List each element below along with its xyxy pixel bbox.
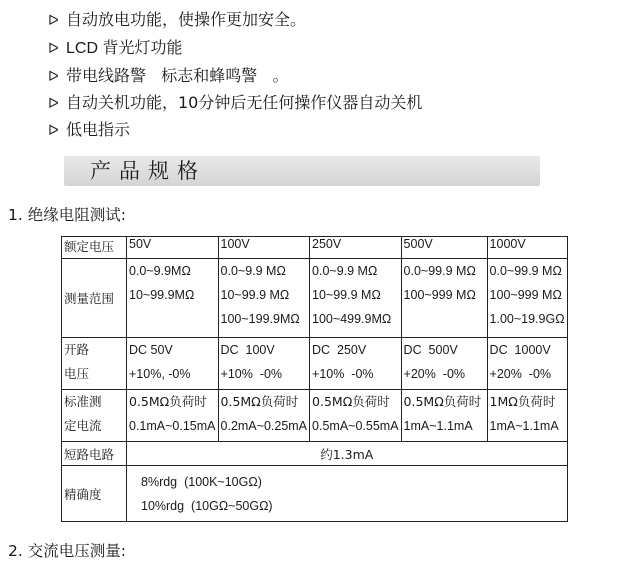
table-cell [127, 338, 219, 390]
cell-line: 100~999 MΩ [489, 288, 562, 302]
table-cell [487, 259, 567, 338]
cell-line: +10%, -0% [129, 367, 191, 381]
feature-item [48, 37, 182, 59]
table-row [62, 237, 568, 259]
triangle-bullet-icon: ᐅ [48, 123, 59, 139]
table-cell [487, 390, 567, 442]
cell-line: 10%rdg (10GΩ~50GΩ) [141, 499, 273, 513]
cell-line: DC 500V [403, 343, 458, 357]
cell-line: DC 100V [220, 343, 275, 357]
row-label [62, 390, 127, 442]
cell-line: +10% -0% [220, 367, 283, 381]
table-row [62, 442, 568, 466]
table-row [62, 338, 568, 390]
cell-line: 100~999 MΩ [403, 288, 476, 302]
table-cell [401, 259, 487, 338]
cell-line: 0.0~9.9 MΩ [220, 264, 286, 278]
table-cell: 50V [127, 237, 219, 259]
table-cell [127, 390, 219, 442]
row-label: 短路电路 [62, 442, 127, 466]
table-cell [218, 390, 310, 442]
row-label: 测量范围 [62, 259, 127, 338]
triangle-bullet-icon: ᐅ [48, 96, 59, 112]
table-cell [310, 259, 402, 338]
table-cell: 约1.3mA [127, 442, 568, 466]
table-cell [127, 466, 568, 522]
cell-line: +20% -0% [489, 367, 552, 381]
table-cell: 250V [310, 237, 402, 259]
table-row [62, 390, 568, 442]
row-label-line: 定电流 [64, 418, 102, 433]
cell-line: 0.1mA~0.15mA [129, 419, 216, 433]
cell-line: 100~199.9MΩ [220, 312, 300, 326]
cell-line: DC 250V [312, 343, 367, 357]
table-cell [218, 338, 310, 390]
cell-line: +10% -0% [312, 367, 374, 381]
table-cell [401, 390, 487, 442]
triangle-bullet-icon: ᐅ [48, 13, 59, 29]
table-cell [127, 259, 219, 338]
table-cell [310, 338, 402, 390]
row-label-line: 标准测 [64, 394, 102, 409]
cell-line: 0.0~9.9 MΩ [312, 264, 378, 278]
cell-line: 0.2mA~0.25mA [220, 419, 308, 433]
cell-line: 0.0~9.9MΩ [129, 264, 191, 278]
cell-line: DC 50V [129, 343, 173, 357]
cell-line: 1.00~19.9GΩ [489, 312, 565, 326]
cell-line: 10~99.9 MΩ [220, 288, 290, 302]
row-label: 额定电压 [62, 237, 127, 259]
cell-line: 0.5MΩ负荷时 [403, 394, 482, 409]
feature-text: 低电指示 [66, 120, 131, 139]
cell-line: +20% -0% [403, 367, 466, 381]
cell-line: 1MΩ负荷时 [489, 394, 556, 409]
cell-line: DC 1000V [489, 343, 551, 357]
table-cell [487, 338, 567, 390]
row-label: 精确度 [62, 466, 127, 522]
table-row [62, 466, 568, 522]
triangle-bullet-icon: ᐅ [48, 69, 59, 85]
feature-text: LCD 背光灯功能 [66, 40, 183, 57]
cell-line: 8%rdg (100K~10GΩ) [141, 475, 262, 489]
spec-table [61, 236, 568, 522]
triangle-bullet-icon: ᐅ [48, 41, 59, 57]
table-cell [310, 390, 402, 442]
table-cell: 100V [218, 237, 310, 259]
heading-insulation-test: 1. 绝缘电阻测试: [8, 206, 126, 224]
table-cell [218, 259, 310, 338]
table-row [62, 259, 568, 338]
section-title: 产品规格 [90, 159, 206, 183]
table-cell: 500V [401, 237, 487, 259]
cell-line: 100~499.9MΩ [312, 312, 392, 326]
table-cell: 1000V [487, 237, 567, 259]
feature-item [48, 92, 422, 114]
row-label-line: 电压 [64, 366, 90, 381]
feature-text: 自动关机功能，10分钟后无任何操作仪器自动关机 [66, 93, 423, 112]
section-header-bar [64, 156, 540, 186]
feature-item [48, 119, 130, 141]
cell-line: 0.5mA~0.55mA [312, 419, 399, 433]
feature-item [48, 65, 289, 87]
cell-line: 1mA~1.1mA [403, 419, 473, 433]
cell-line: 10~99.9MΩ [129, 288, 195, 302]
feature-text: 带电线路警 标志和蜂鸣警 。 [66, 66, 289, 85]
cell-line: 1mA~1.1mA [489, 419, 559, 433]
feature-item [48, 9, 306, 31]
row-label [62, 338, 127, 390]
cell-line: 0.5MΩ负荷时 [129, 394, 207, 409]
heading-ac-voltage: 2. 交流电压测量: [8, 542, 126, 560]
cell-line: 0.5MΩ负荷时 [312, 394, 390, 409]
row-label-line: 开路 [64, 342, 90, 357]
feature-text: 自动放电功能，使操作更加安全。 [66, 10, 307, 29]
cell-line: 10~99.9 MΩ [312, 288, 381, 302]
cell-line: 0.0~99.9 MΩ [403, 264, 476, 278]
table-cell [401, 338, 487, 390]
cell-line: 0.0~99.9 MΩ [489, 264, 562, 278]
cell-line: 0.5MΩ负荷时 [220, 394, 299, 409]
